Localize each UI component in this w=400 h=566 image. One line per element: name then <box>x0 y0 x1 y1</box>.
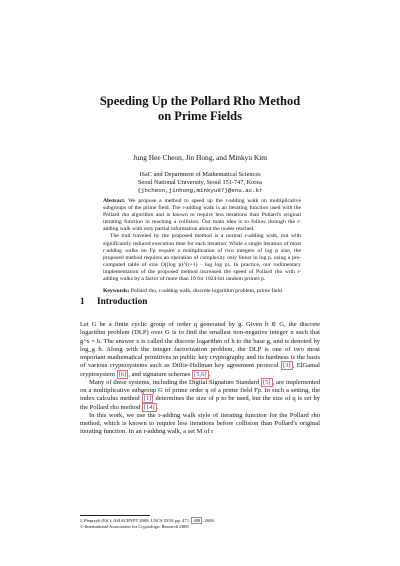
body-text-1b: , ElGamal cryptosystem <box>80 362 321 378</box>
abstract-paragraph-2 <box>103 233 301 283</box>
body-text-1: Let G be a finite cyclic group of order q generated by g. Given h ∈ G, the discrete logarithm problem (DLP) over G is to find the smallest non-negative integer x such that g^x = h. The answer x is called the discrete logarithm of h to the base g, and is denoted by log_g h. Along with the integer factorization problem, the DLP is one of two most important mathematical primitives in public key cryptography and its hardness is the basis of various cryptosystems such as Diffie-Hellman key agreement protocol <box>80 321 320 370</box>
paper-title-line-2: on Prime Fields <box>157 109 242 123</box>
body-text-1c: , and signature schemes <box>128 370 191 378</box>
citation-link-1[interactable]: [1] <box>143 395 152 403</box>
abstract-text-1: We propose a method to speed up the r-adding walk on multiplicative subgroups of the prime field. The r-adding walk is an iterating function used with the Pollard rho algorithm and is known to require less iterations than Pollard's original iterating function in reaching a collision. Our main idea is to follow through the r-adding walk with only partial information about the nodes reached. <box>103 198 301 233</box>
section-title: Introduction <box>97 297 148 307</box>
citation-link-14[interactable]: [14] <box>143 403 155 411</box>
section-heading <box>80 297 147 307</box>
abstract-label: Abstract. <box>103 198 126 204</box>
section-number: 1 <box>80 297 85 307</box>
affiliation-line-1: ISaC and Department of Mathematical Sciences <box>139 171 261 178</box>
footer <box>80 518 340 531</box>
citation-link-6[interactable]: [6] <box>118 370 127 378</box>
abstract-text-2: The trail traveled by the proposed method is a normal r-adding walk, but with significantly reduced execution time for each iteration. While a single iteration of most r-adding walks on Fp require a multiplication of two integers of log p size, the proposed method requires an operation of complexity only linear in log p, using a pre-computed table of size O((log p)^(r+1) · log log p). In practice, our rudimentary implementation of the proposed method increased the speed of Pollard rho with r-adding walks by a factor of more than 10 for 1024-bit random primes p. <box>103 233 301 283</box>
footer-page-link[interactable]: 488 <box>193 518 201 523</box>
abstract-paragraph-1 <box>103 198 301 233</box>
body-text-2b: , are implemented on a multiplicative subgroup G of prime order q of a prime field Fp. In such a setting, the index calculus method <box>80 378 321 403</box>
body-paragraph-1 <box>80 321 320 379</box>
author-list: Jung Hee Cheon, Jin Hong, and Minkyu Kim <box>132 153 268 162</box>
body-text-1d: . <box>208 370 211 378</box>
body-text-2d: . <box>156 403 159 411</box>
body-text <box>80 321 320 437</box>
body-text-2c: determines the size of p to be used, but the size of q is set by the Pollard rho method <box>80 395 321 411</box>
body-paragraph-3 <box>80 412 320 437</box>
affiliation <box>60 171 340 195</box>
body-text-3: In this work, we use the r-adding walk style of iterating function for the Pollard rho method, which is known to require less iterations before collision than Pollard's original iterating function. In an r-adding walk, a set M of r <box>80 411 320 436</box>
footer-citation-end: , 2008. <box>202 518 215 523</box>
citation-link-3[interactable]: [3] <box>282 362 291 370</box>
abstract-block <box>103 198 301 295</box>
footer-citation-text: J. Pieprzyk (Ed.): ASIACRYPT 2008, LNCS 5350, pp. 471– <box>80 518 192 523</box>
keywords-label: Keywords: <box>103 288 130 295</box>
paper-title-line-1: Speeding Up the Pollard Rho Method <box>99 94 301 108</box>
body-paragraph-2 <box>80 379 320 412</box>
citation-link-5-6[interactable]: [5,6] <box>194 370 207 378</box>
affiliation-line-2: Seoul National University, Seoul 151-747, Korea <box>138 179 262 186</box>
affiliation-email: {jhcheon,jinhong,minkyu97}@snu.ac.kr <box>137 187 263 194</box>
keywords-text: Pollard rho, r-adding walk, discrete logarithm problem, prime field. <box>130 288 284 295</box>
citation-link-5[interactable]: [5] <box>262 378 271 386</box>
body-text-2a: Many of these systems, including the Digital Signature Standard <box>89 378 260 386</box>
keywords-line <box>103 288 301 295</box>
footer-copyright: © International Association for Cryptologic Research 2008 <box>80 524 189 530</box>
footnote-rule <box>80 515 150 516</box>
